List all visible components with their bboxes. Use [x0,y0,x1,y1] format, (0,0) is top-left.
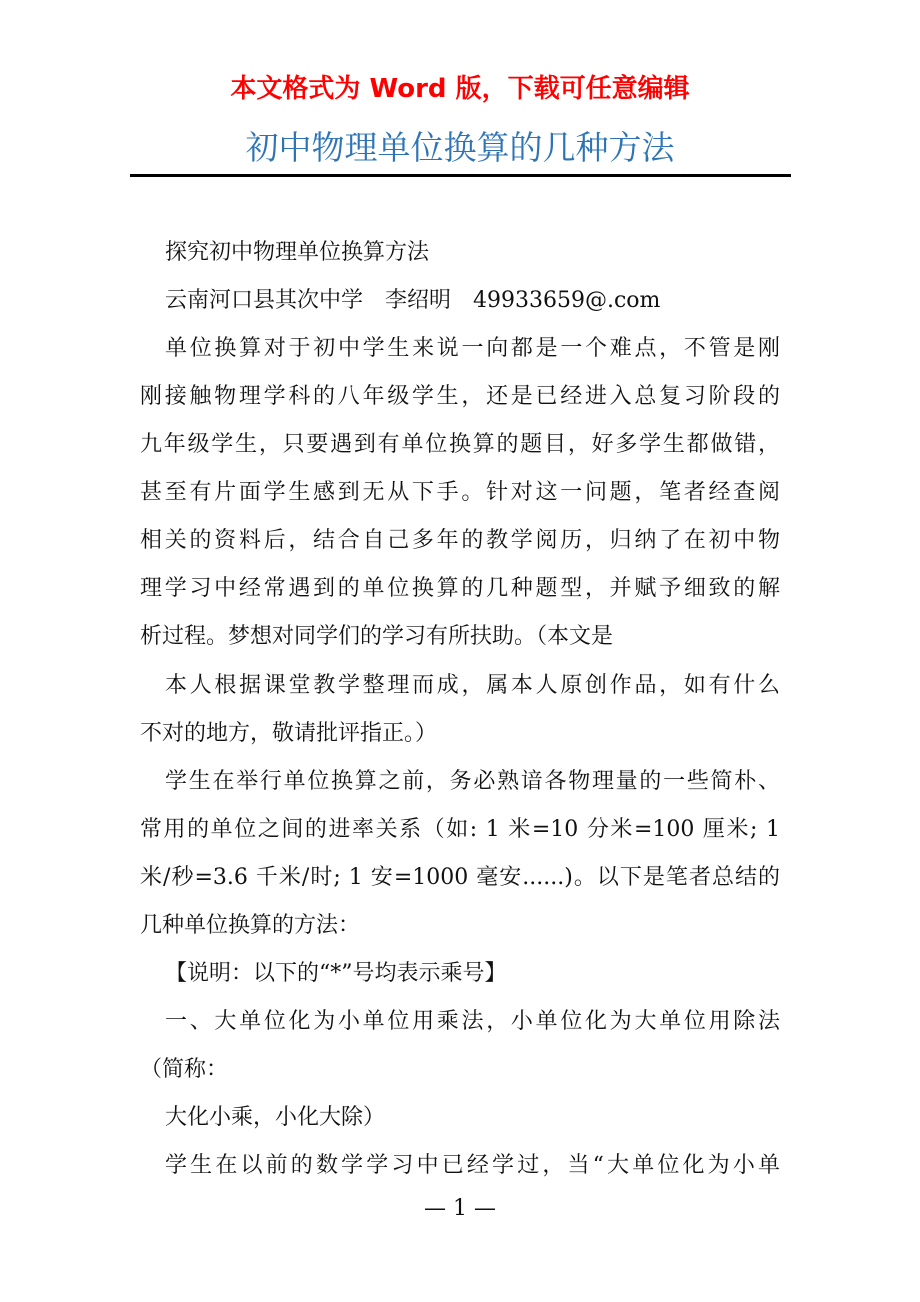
paragraph-line: 大化小乘，小化大除） [165,1105,386,1130]
paragraph-line: （简称： [140,1057,229,1082]
paragraph-line: 常用的单位之间的进率关系（如: 1 米=10 分米=100 厘米; 1 [140,817,780,842]
paragraph-line: 理学习中经常遇到的单位换算的几种题型，并赋予细致的解 [140,576,780,601]
paragraph-line: 相关的资料后，结合自己多年的教学阅历，归纳了在初中物 [140,528,780,553]
paragraph-line: 九年级学生，只要遇到有单位换算的题目，好多学生都做错， [140,432,780,457]
paragraph-line: 本人根据课堂教学整理而成，属本人原创作品，如有什么 [165,673,780,698]
note-line: 【说明：以下的“*”号均表示乘号】 [165,961,507,986]
paragraph-line: 米/秒=3.6 千米/时; 1 安=1000 毫安......)。以下是笔者总结的 [140,865,780,890]
paragraph-line: 析过程。梦想对同学们的学习有所扶助。（本文是 [140,624,614,649]
title-divider [130,174,791,177]
paragraph-line: 刚接触物理学科的八年级学生，还是已经进入总复习阶段的 [140,384,780,409]
word-format-notice: 本文格式为 Word 版，下载可任意编辑 [230,74,690,104]
paragraph-line: 学生在以前的数学学习中已经学过，当“大单位化为小单 [165,1153,780,1178]
paragraph-line: 单位换算对于初中学生来说一向都是一个难点，不管是刚 [165,336,780,361]
paragraph-line: 甚至有片面学生感到无从下手。针对这一问题，笔者经查阅 [140,480,780,505]
author-line: 云南河口县其次中学 李绍明 49933659@.com [165,288,661,313]
page-number: — 1 — [424,1196,496,1221]
document-title: 初中物理单位换算的几种方法 [245,128,675,167]
paragraph-line: 探究初中物理单位换算方法 [165,240,430,265]
paragraph-line: 几种单位换算的方法： [140,913,361,938]
section-heading-line: 一、大单位化为小单位用乘法，小单位化为大单位用除法 [165,1009,780,1034]
paragraph-line: 学生在举行单位换算之前，务必熟谙各物理量的一些简朴、 [165,769,780,794]
paragraph-line: 不对的地方，敬请批评指正。） [140,721,438,746]
